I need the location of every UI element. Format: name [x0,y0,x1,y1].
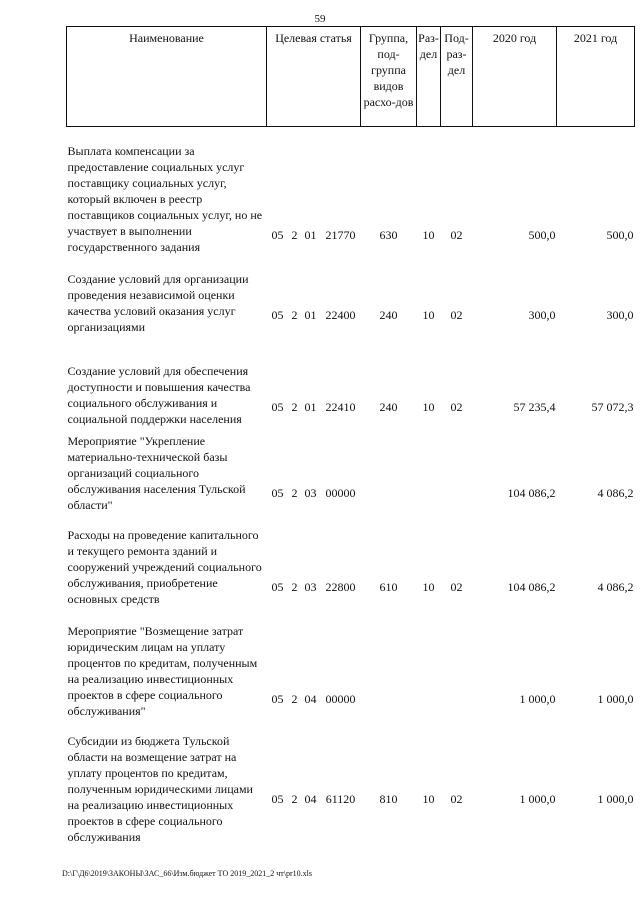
code-event: 04 [304,791,317,806]
group-code [361,427,417,513]
table-row [67,427,635,513]
amount-2021: 300,0 [606,307,634,322]
column-header-section: Раз-дел [417,27,441,127]
row-name: Субсидии из бюджета Тульской области на возмещение затрат на уплату процентов по кредитам, полученным юридическими лицами на реализацию инвестиционных проектов в сфере социального обслуживания [67,733,253,844]
row-name: Создание условий для организации проведения независимой оценки качества условий оказания услуг организациями [67,271,249,334]
row-name: Выплата компенсации за предоставление социальных услуг поставщику социальных услуг, который включен в реестр поставщиков социальных услуг, но не участвует в выполнении государственного задания [67,143,263,254]
code-program: 05 [271,227,284,242]
column-header-2020: 2020 год [473,27,557,127]
group-code [361,607,417,719]
amount-2020: 500,0 [528,227,556,242]
subsection-code: 02 [450,399,463,414]
column-header-2021: 2021 год [557,27,635,127]
section-code: 10 [422,227,435,242]
group-code: 810 [379,791,398,806]
code-direction: 22800 [325,579,356,594]
amount-2020: 57 235,4 [513,399,556,414]
subsection-code: 02 [450,227,463,242]
code-event: 01 [304,399,317,414]
amount-2021: 1 000,0 [597,691,634,706]
code-program: 05 [271,791,284,806]
amount-2020: 1 000,0 [519,791,556,806]
code-event: 01 [304,307,317,322]
budget-table [66,26,635,845]
section-code: 10 [422,791,435,806]
code-event: 03 [304,579,317,594]
column-header-target-article: Целевая статья [267,27,361,127]
code-program: 05 [271,399,284,414]
table-row [67,335,635,427]
table-row [67,719,635,845]
table-row [67,255,635,335]
code-subprogram: 2 [291,399,298,414]
amount-2021: 57 072,3 [591,399,634,414]
code-subprogram: 2 [291,691,298,706]
code-direction: 22400 [325,307,356,322]
table-row [67,127,635,255]
code-subprogram: 2 [291,791,298,806]
column-header-subsection: Под-раз-дел [441,27,473,127]
group-code: 240 [379,307,398,322]
code-direction: 00000 [325,485,356,500]
section-code: 10 [422,307,435,322]
code-direction: 61120 [325,791,356,806]
section-code: 10 [422,399,435,414]
code-subprogram: 2 [291,485,298,500]
code-direction: 21770 [325,227,356,242]
table-row [67,607,635,719]
code-subprogram: 2 [291,307,298,322]
amount-2021: 4 086,2 [597,485,634,500]
column-header-group: Группа, под-группа видов расхо-дов [361,27,417,127]
amount-2020: 300,0 [528,307,556,322]
subsection-code: 02 [450,579,463,594]
row-name: Мероприятие "Укрепление материально-технической базы организаций социального обслуживания населения Тульской области" [67,433,246,512]
code-event: 01 [304,227,317,242]
group-code: 630 [379,227,398,242]
section-code [417,607,441,719]
page-number: 59 [314,13,326,25]
code-program: 05 [271,485,284,500]
code-program: 05 [271,307,284,322]
group-code: 610 [379,579,398,594]
code-event: 04 [304,691,317,706]
row-name: Мероприятие "Возмещение затрат юридическим лицам на уплату процентов по кредитам, полученным на реализацию инвестиционных проектов в сфере социального обслуживания" [67,623,258,718]
code-program: 05 [271,691,284,706]
table-row [67,513,635,607]
code-event: 03 [304,485,317,500]
footer-file-path: D:\Г\Д6\2019\ЗАКОНЫ\ЗАС_66\Изм.бюджет ТО 2019_2021_2 чт\pr10.xls [62,869,312,878]
table-body [67,127,635,845]
table-header-row [67,27,635,127]
subsection-code [441,607,473,719]
amount-2020: 104 086,2 [507,579,556,594]
code-subprogram: 2 [291,579,298,594]
subsection-code: 02 [450,791,463,806]
amount-2021: 4 086,2 [597,579,634,594]
section-code: 10 [422,579,435,594]
amount-2020: 1 000,0 [519,691,556,706]
code-program: 05 [271,579,284,594]
column-header-name: Наименование [67,27,267,127]
code-direction: 00000 [325,691,356,706]
code-direction: 22410 [325,399,356,414]
row-name: Расходы на проведение капитального и текущего ремонта зданий и сооружений учреждений социального обслуживания, приобретение основных средств [67,527,262,606]
row-name: Создание условий для обеспечения доступности и повышения качества социального обслуживания и социальной поддержки населения [67,363,251,426]
amount-2021: 1 000,0 [597,791,634,806]
section-code [417,427,441,513]
group-code: 240 [379,399,398,414]
amount-2021: 500,0 [606,227,634,242]
subsection-code [441,427,473,513]
code-subprogram: 2 [291,227,298,242]
amount-2020: 104 086,2 [507,485,556,500]
subsection-code: 02 [450,307,463,322]
